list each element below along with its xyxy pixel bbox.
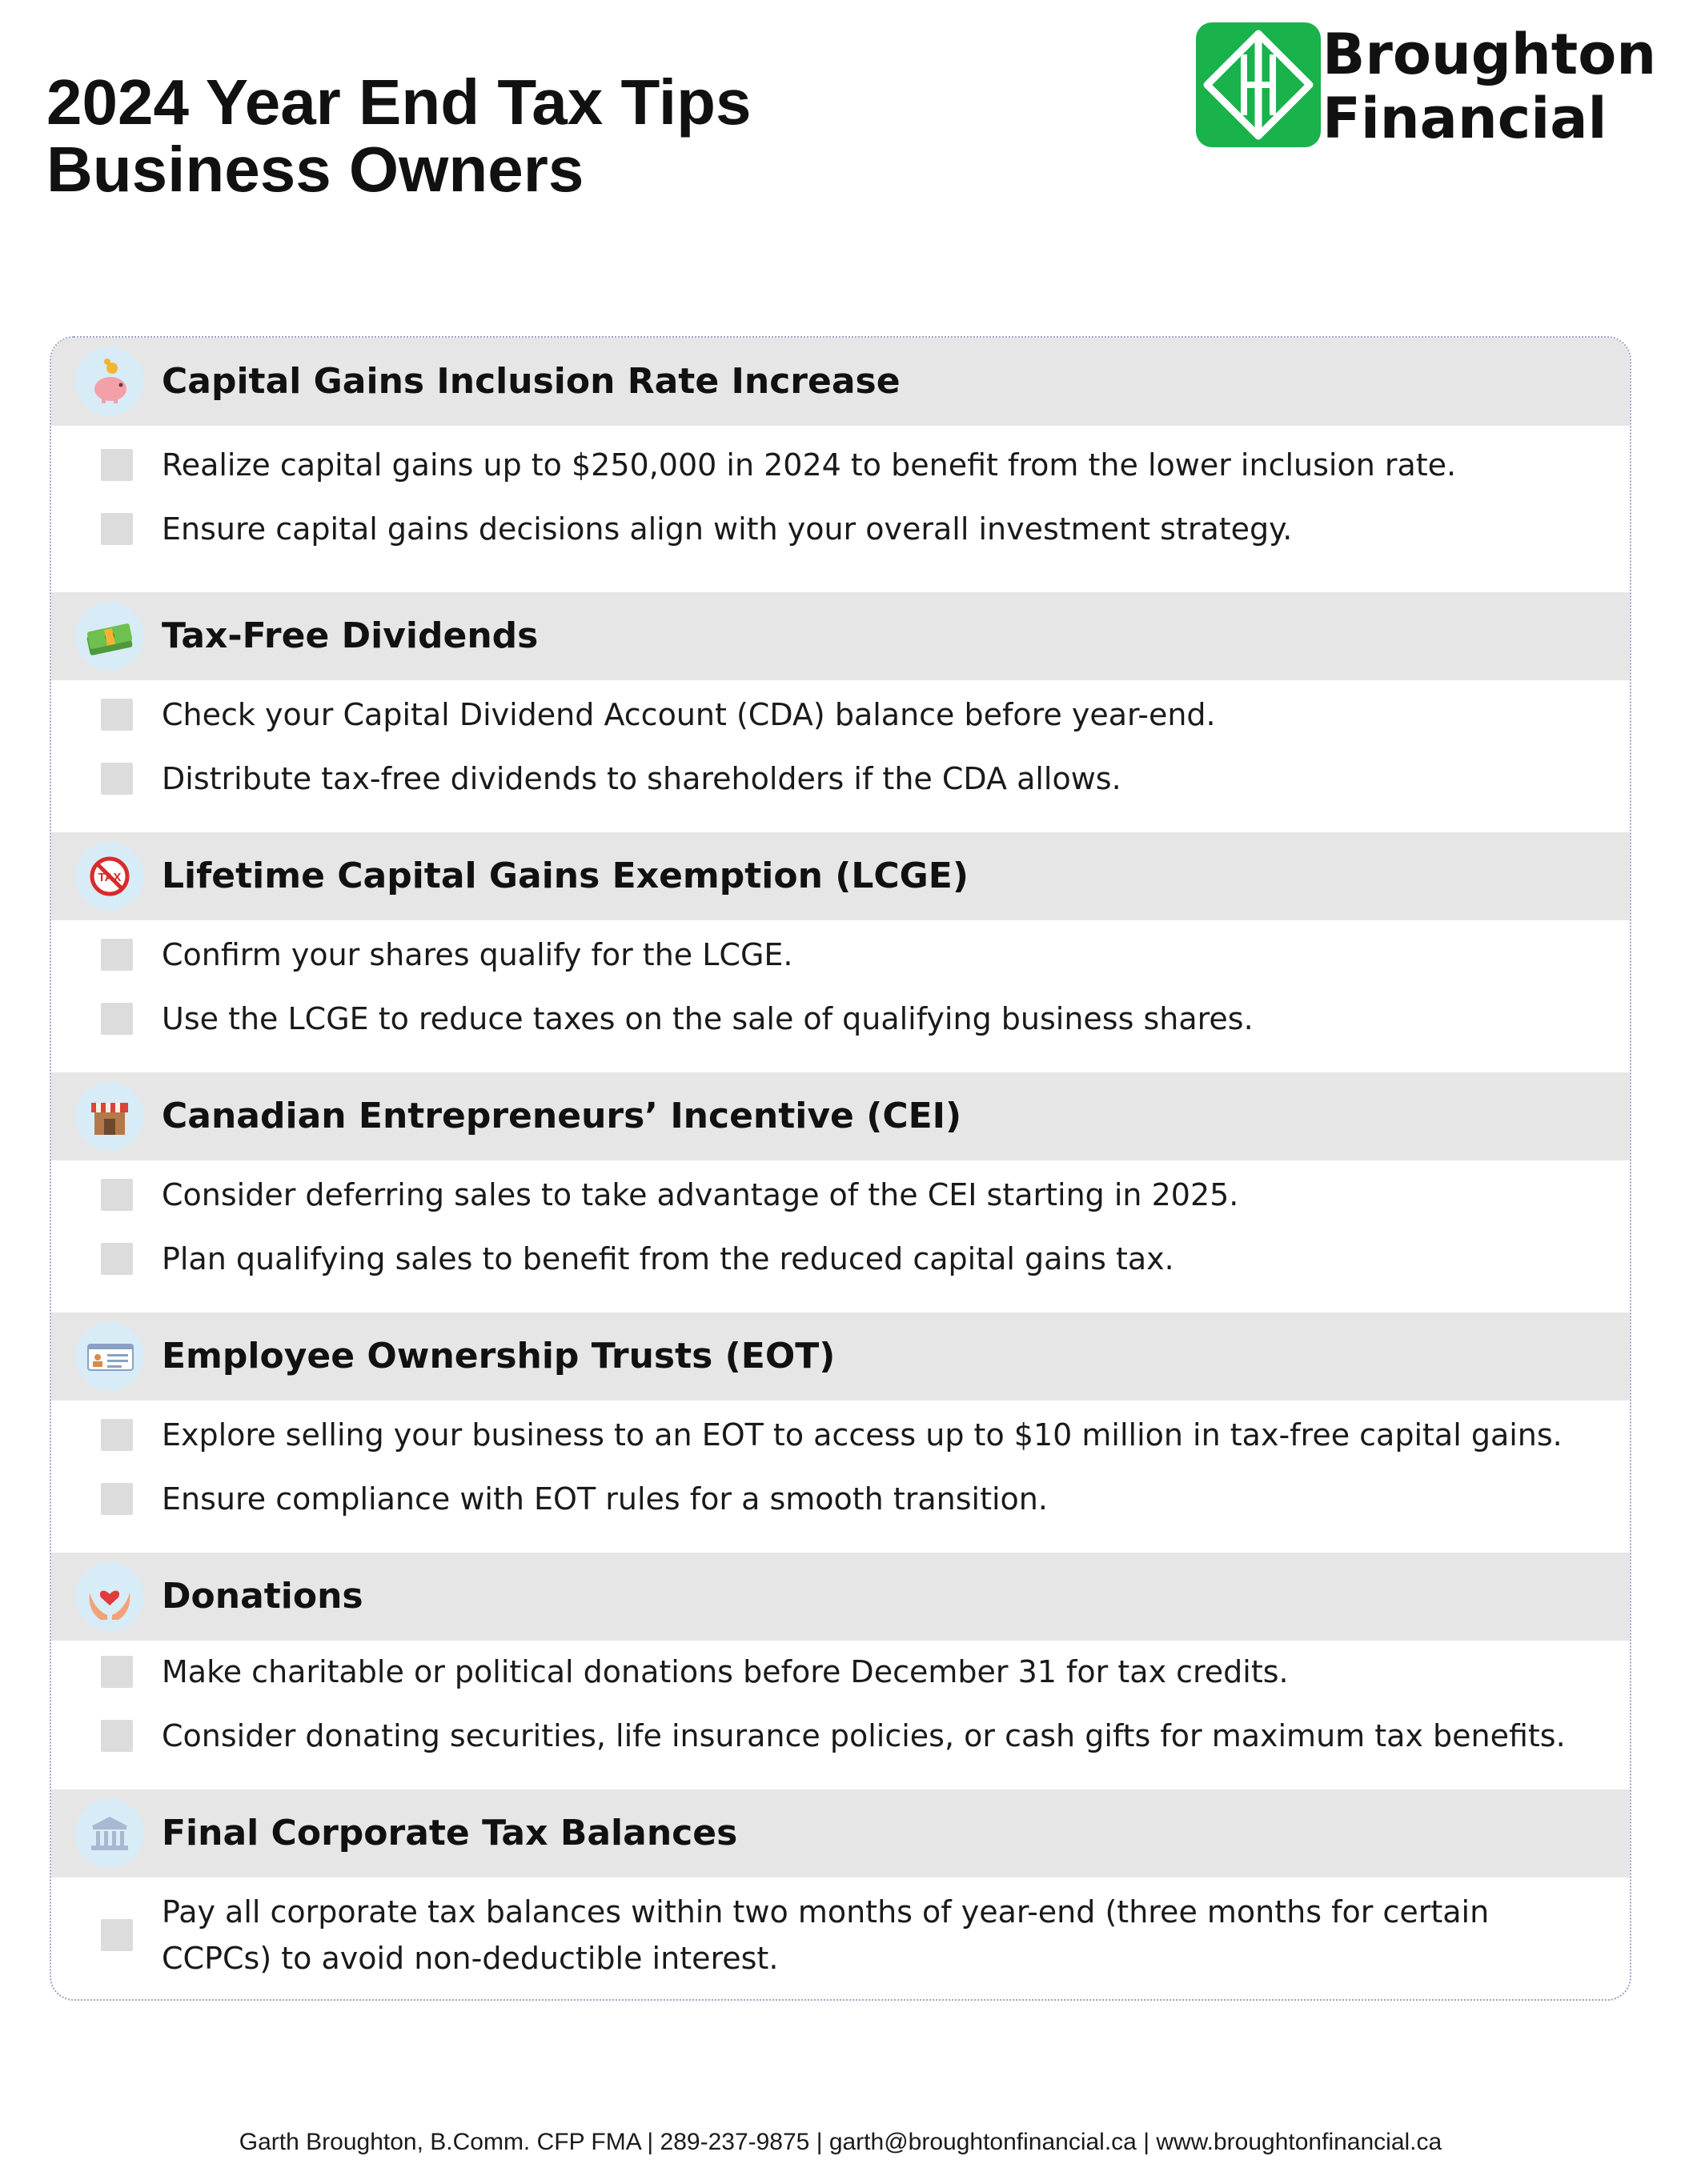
heart-hands-icon [75, 1562, 144, 1631]
section-eot [51, 1312, 1630, 1553]
no-tax-icon-label: TAX [98, 871, 122, 884]
section-donations [51, 1553, 1630, 1789]
checkbox[interactable] [101, 449, 133, 481]
section-lcge [51, 832, 1630, 1072]
section-header [51, 1553, 1630, 1641]
item-text: Realize capital gains up to $250,000 in 2024 to benefit from the lower inclusion rate. [162, 447, 1457, 483]
storefront-icon [75, 1082, 144, 1151]
item-text: Make charitable or political donations before December 31 for tax credits. [162, 1654, 1289, 1689]
section-title: Tax-Free Dividends [162, 615, 539, 656]
checkbox[interactable] [101, 763, 133, 795]
checkbox[interactable] [101, 513, 133, 545]
item-text: Use the LCGE to reduce taxes on the sale of qualifying business shares. [162, 1001, 1254, 1036]
checkbox[interactable] [101, 1483, 133, 1515]
logo-line-2: Financial [1322, 86, 1607, 151]
section-title: Capital Gains Inclusion Rate Increase [162, 361, 901, 402]
checkbox[interactable] [101, 1720, 133, 1752]
page-title [46, 66, 752, 205]
item-text: Consider deferring sales to take advantage of the CEI starting in 2025. [162, 1177, 1239, 1212]
checkbox[interactable] [101, 1419, 133, 1451]
section-title: Lifetime Capital Gains Exemption (LCGE) [162, 856, 969, 896]
footer-contact: Garth Broughton, B.Comm. CFP FMA | 289-237-9875 | garth@broughtonfinancial.ca | www.broughtonfinancial.ca [239, 2129, 1442, 2155]
checkbox[interactable] [101, 1003, 133, 1035]
item-text: Consider donating securities, life insurance policies, or cash gifts for maximum tax benefits. [162, 1718, 1566, 1753]
logo-mark-icon [1196, 22, 1321, 147]
item-text: Confirm your shares qualify for the LCGE. [162, 937, 793, 972]
page-title-line-1: 2024 Year End Tax Tips [46, 66, 752, 138]
checkbox[interactable] [101, 1919, 133, 1951]
section-header [51, 1072, 1630, 1160]
item-text: Distribute tax-free dividends to shareholders if the CDA allows. [162, 761, 1121, 796]
brand-logo [1196, 22, 1657, 151]
section-header [51, 338, 1630, 426]
section-title: Donations [162, 1576, 363, 1617]
logo-wordmark [1322, 22, 1656, 150]
id-card-icon [75, 1322, 144, 1391]
section-header [51, 592, 1630, 680]
item-text: Ensure capital gains decisions align with your overall investment strategy. [162, 511, 1293, 547]
section-cei [51, 1072, 1630, 1312]
checklist-card [50, 336, 1631, 2001]
item-text: Ensure compliance with EOT rules for a smooth transition. [162, 1481, 1048, 1517]
item-text: Explore selling your business to an EOT to access up to $10 million in tax-free capital gains. [162, 1417, 1563, 1453]
item-text: Check your Capital Dividend Account (CDA) balance before year-end. [162, 697, 1216, 732]
checkbox[interactable] [101, 1179, 133, 1211]
item-text: Plan qualifying sales to benefit from the reduced capital gains tax. [162, 1241, 1174, 1276]
item-text: Pay all corporate tax balances within two months of year-end (three months for certain CCPCs) to avoid non-deductible interest. [162, 1894, 1490, 1976]
checkbox[interactable] [101, 699, 133, 731]
piggy-bank-icon [75, 347, 144, 416]
section-corporate-tax [51, 1789, 1630, 2001]
checkbox[interactable] [101, 1656, 133, 1688]
checkbox[interactable] [101, 939, 133, 971]
bank-building-icon [75, 1799, 144, 1868]
section-header [51, 832, 1630, 920]
section-tax-free-dividends [51, 592, 1630, 832]
no-tax-icon [75, 842, 144, 911]
section-capital-gains [51, 338, 1630, 592]
money-stack-icon [75, 602, 144, 671]
page-title-line-2: Business Owners [46, 134, 584, 205]
section-header [51, 1312, 1630, 1401]
checkbox[interactable] [101, 1243, 133, 1275]
section-header [51, 1789, 1630, 1877]
section-title: Canadian Entrepreneurs’ Incentive (CEI) [162, 1096, 962, 1136]
section-title: Employee Ownership Trusts (EOT) [162, 1336, 836, 1377]
section-title: Final Corporate Tax Balances [162, 1813, 738, 1853]
logo-line-1: Broughton [1322, 22, 1657, 87]
